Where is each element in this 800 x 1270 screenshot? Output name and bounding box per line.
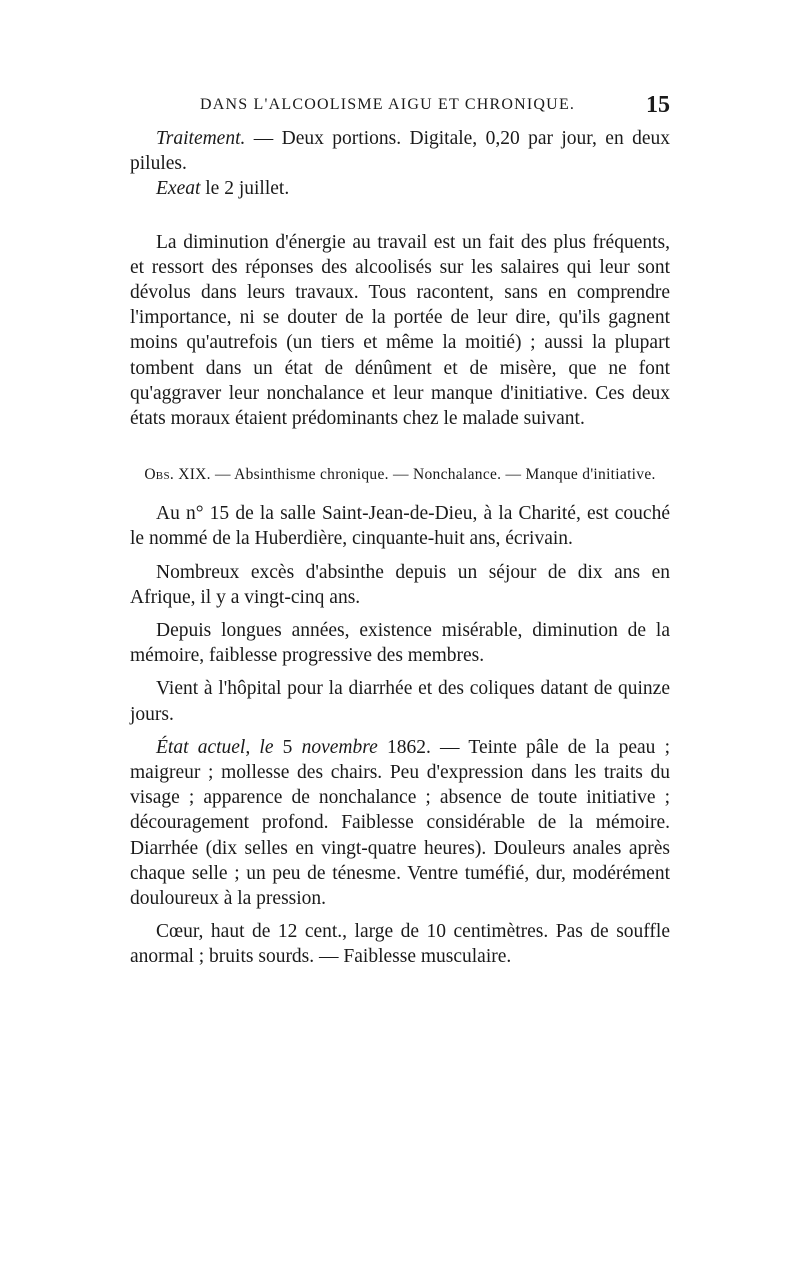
- running-head: [130, 92, 670, 122]
- page-number: 15: [646, 92, 670, 118]
- paragraph-history: Depuis longues années, existence misérable, diminution de la mémoire, faiblesse progressive des membres.: [130, 620, 670, 667]
- paragraph-current-state: [130, 735, 670, 911]
- exeat-text: le 2 juillet.: [200, 178, 290, 200]
- current-state-month: novembre: [301, 736, 378, 758]
- paragraph-exeat: [130, 176, 670, 201]
- paragraph-patient: Au n° 15 de la salle Saint-Jean-de-Dieu, à la Charité, est couché le nommé de la Huberdière, cinquante-huit ans, écrivain.: [130, 503, 670, 550]
- paragraph-admission: Vient à l'hôpital pour la diarrhée et des coliques datant de quinze jours.: [130, 678, 670, 725]
- paragraph-treatment: [130, 126, 670, 176]
- current-state-day: 5: [273, 736, 302, 758]
- observation-title: — Absinthisme chronique. — Nonchalance. — Manque d'initiative.: [210, 466, 656, 484]
- body-text: [130, 126, 670, 970]
- current-state-text: 1862. — Teinte pâle de la peau ; maigreur ; mollesse des chairs. Peu d'expression dans les traits du visage ; apparence de nonchalance ; absence de toute initiative ; découragement profond. Faiblesse considérable de la mémoire. Diarrhée (dix selles en vingt-quatre heures). Douleurs anales après chaque selle ; un peu de ténesme. Ventre tuméfié, dur, modérément douloureux à la pression.: [130, 736, 671, 910]
- current-state-label: État actuel, le: [156, 736, 274, 758]
- exeat-label: Exeat: [156, 178, 201, 200]
- paragraph-heart: Cœur, haut de 12 cent., large de 10 centimètres. Pas de souffle anormal ; bruits sourds. — Faiblesse musculaire.: [130, 921, 670, 968]
- running-title: DANS L'ALCOOLISME AIGU ET CHRONIQUE.: [200, 96, 576, 113]
- treatment-text: — Deux portions. Digitale, 0,20 par jour, en deux pilules.: [130, 128, 670, 175]
- paragraph-excess: Nombreux excès d'absinthe depuis un séjour de dix ans en Afrique, il y a vingt-cinq ans.: [130, 561, 670, 608]
- observation-label: Obs. XIX.: [144, 466, 211, 484]
- paragraph-energy: La diminution d'énergie au travail est un fait des plus fréquents, et ressort des réponses des alcoolisés sur les salaires qui leur sont dévolus dans leurs travaux. Tous racontent, sans en comprendre l'importance, ni se douter de la portée de leur dire, qu'ils gagnent moins qu'autrefois (un tiers et même la moitié) ; aussi la plupart tombent dans un état de dénûment et de misère, que ne font qu'aggraver leur nonchalance et leur manque d'initiative. Ces deux états moraux étaient prédominants chez le malade suivant.: [130, 231, 670, 430]
- observation-heading: [130, 465, 670, 485]
- treatment-label: Traitement.: [156, 128, 246, 149]
